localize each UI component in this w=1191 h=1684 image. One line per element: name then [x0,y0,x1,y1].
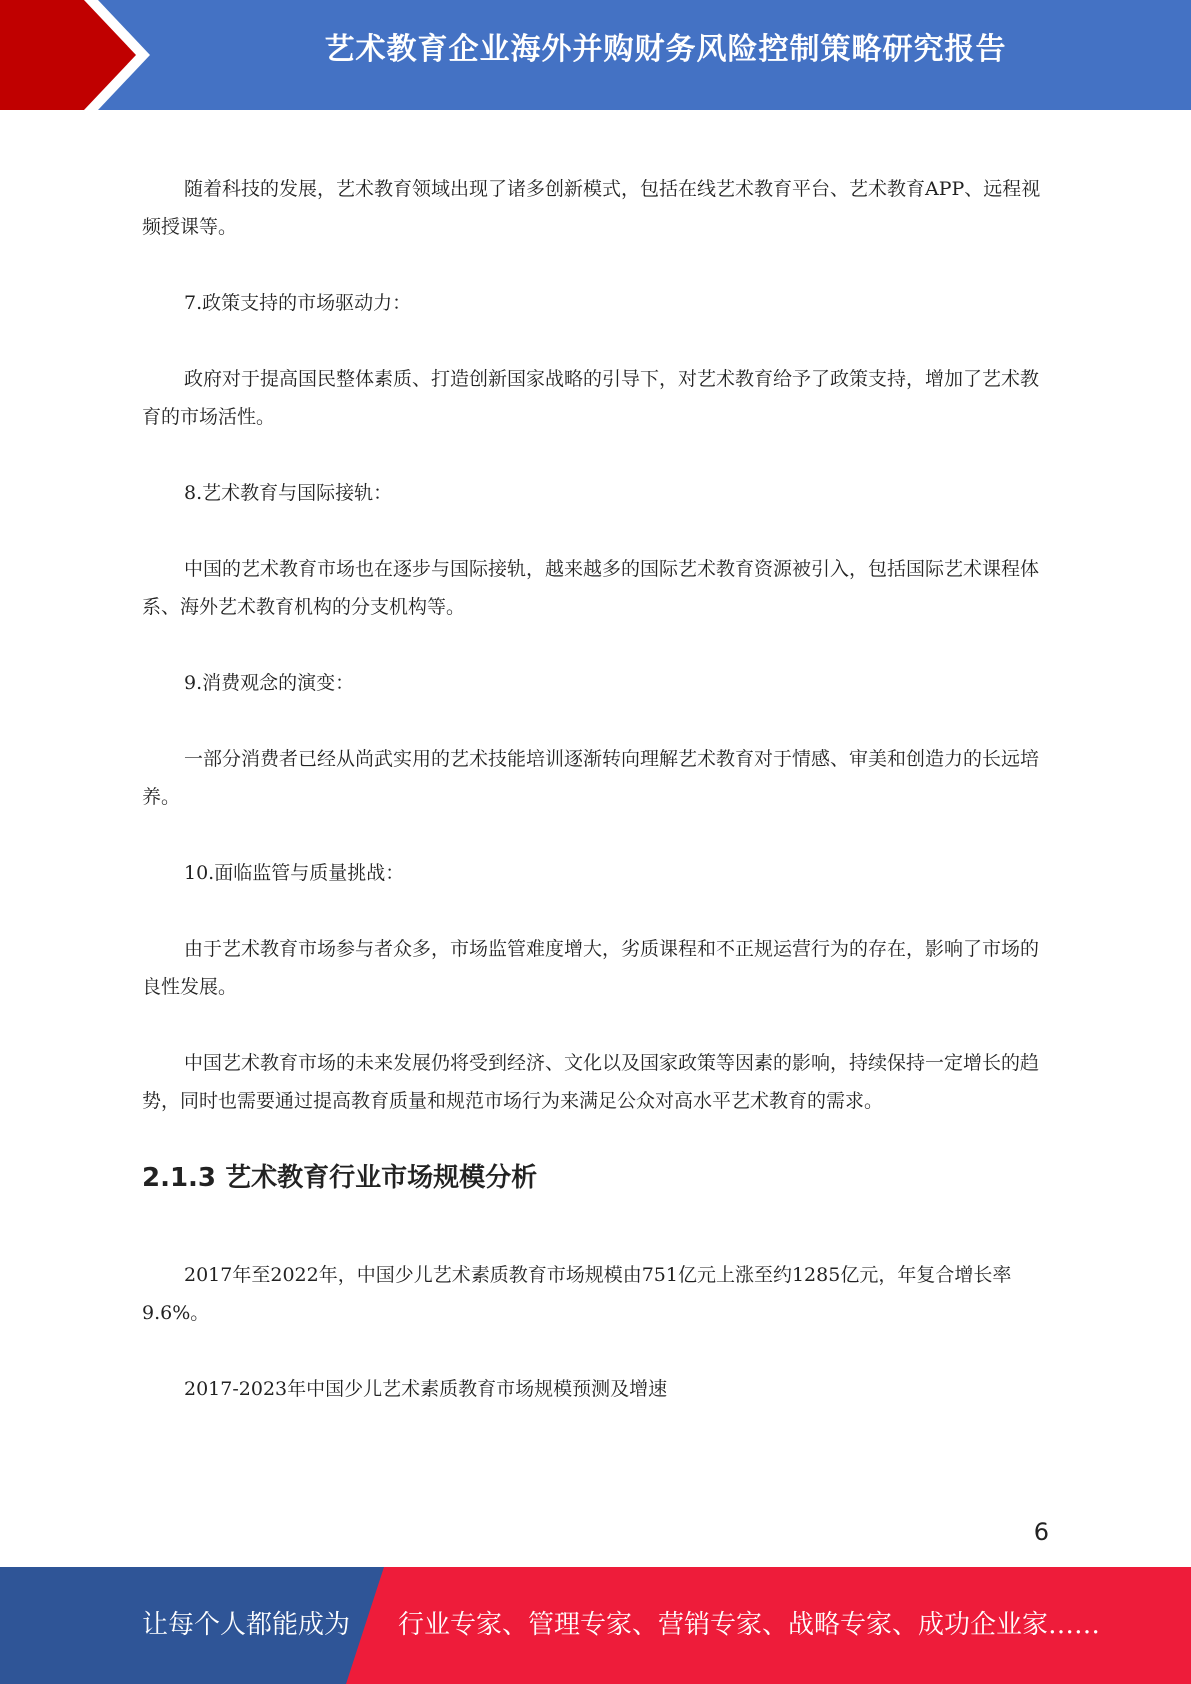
footer-slogan-left: 让每个人都能成为 [142,1610,351,1640]
list-item-heading: 7.政策支持的市场驱动力： [184,292,412,314]
section-heading: 2.1.3 艺术教育行业市场规模分析 [142,1163,538,1193]
page-footer [0,1567,1191,1684]
list-item-heading: 8.艺术教育与国际接轨： [184,482,393,504]
summary-paragraph: 中国艺术教育市场的未来发展仍将受到经济、文化以及国家政策等因素的影响，持续保持一定增长的趋势，同时也需要通过提高教育质量和规范市场行为来满足公众对高水平艺术教育的需求。 [142,1052,1040,1112]
footer-slogan-right: 行业专家、管理专家、营销专家、战略专家、成功企业家…… [398,1610,1101,1640]
page-number: 6 [1033,1518,1049,1546]
market-paragraph: 2017年至2022年，中国少儿艺术素质教育市场规模由751亿元上涨至约1285亿元，年复合增长率9.6%。 [142,1264,1012,1324]
paragraph: 政府对于提高国民整体素质、打造创新国家战略的引导下，对艺术教育给予了政策支持，增加了艺术教育的市场活性。 [142,368,1040,428]
page-header [0,0,1191,110]
paragraph: 由于艺术教育市场参与者众多，市场监管难度增大，劣质课程和不正规运营行为的存在，影响了市场的良性发展。 [142,938,1040,998]
figure-caption: 2017-2023年中国少儿艺术素质教育市场规模预测及增速 [184,1378,668,1400]
paragraph: 一部分消费者已经从尚武实用的艺术技能培训逐渐转向理解艺术教育对于情感、审美和创造力的长远培养。 [142,748,1040,808]
intro-paragraph: 随着科技的发展，艺术教育领域出现了诸多创新模式，包括在线艺术教育平台、艺术教育APP、远程视频授课等。 [142,178,1041,238]
list-item-heading: 9.消费观念的演变： [184,672,355,694]
paragraph: 中国的艺术教育市场也在逐步与国际接轨，越来越多的国际艺术教育资源被引入，包括国际艺术课程体系、海外艺术教育机构的分支机构等。 [142,558,1040,618]
document-body [142,170,1046,1408]
list-item-heading: 10.面临监管与质量挑战： [184,862,405,884]
report-title: 艺术教育企业海外并购财务风险控制策略研究报告 [324,32,1007,67]
